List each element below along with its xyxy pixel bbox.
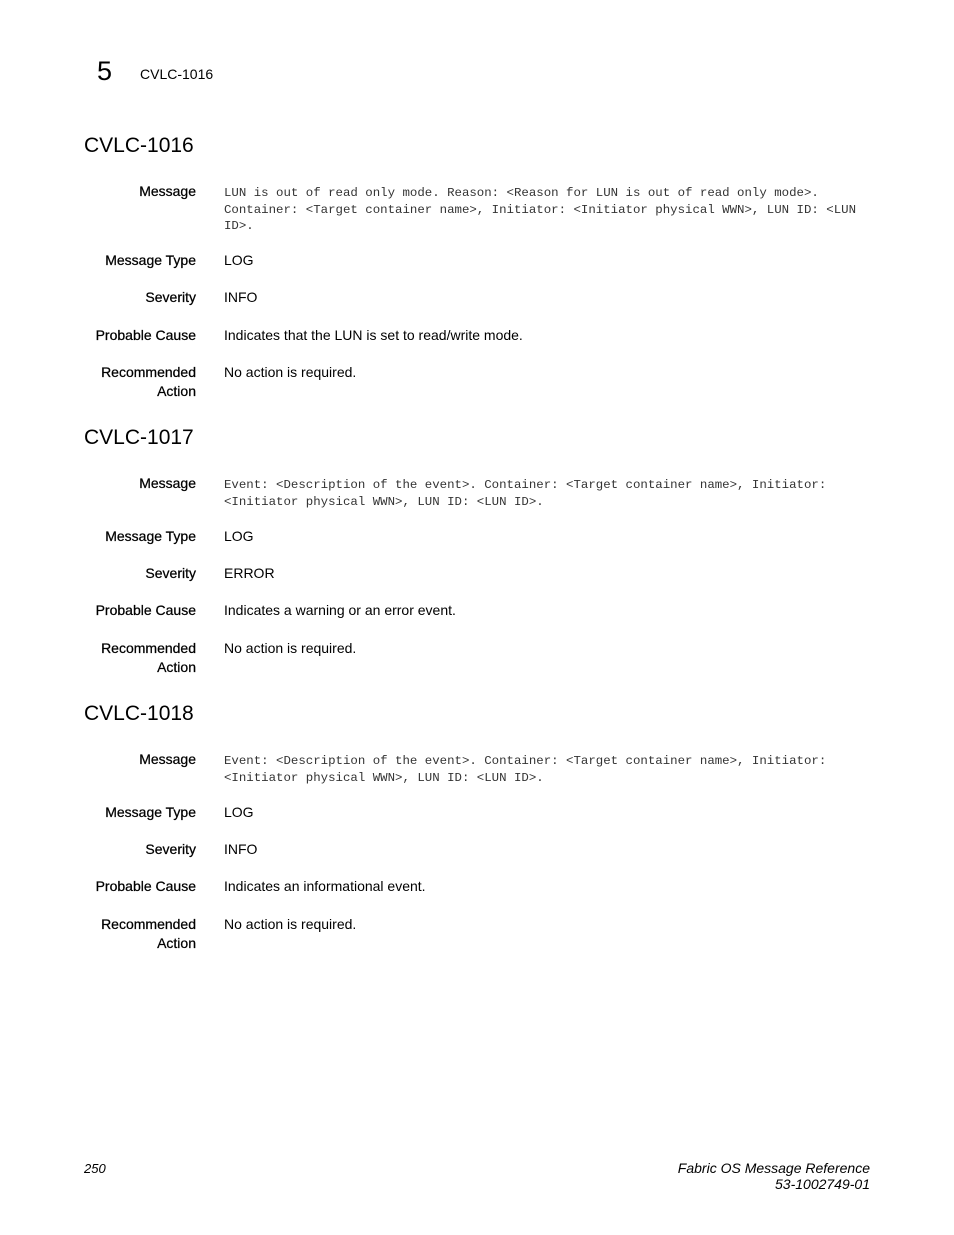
message-label: Message <box>139 475 196 491</box>
running-header-title: CVLC-1016 <box>140 66 214 82</box>
message-text: Event: <Description of the event>. Container: <Target container name>, Initiator: <Initiator physical WWN>, LUN ID: <LUN ID>. <box>224 478 834 509</box>
probable-cause-label: Probable Cause <box>95 878 196 894</box>
severity-label: Severity <box>145 565 196 581</box>
section-title: CVLC-1016 <box>84 134 194 157</box>
recommended-label-line1: Recommended <box>101 916 196 932</box>
message-label: Message <box>139 751 196 767</box>
recommended-action-label <box>84 639 196 677</box>
recommended-label-line2: Action <box>157 659 196 675</box>
message-text: Event: <Description of the event>. Container: <Target container name>, Initiator: <Initiator physical WWN>, LUN ID: <LUN ID>. <box>224 754 834 785</box>
message-type-label: Message Type <box>105 804 196 820</box>
message-section-cvlc-1018 <box>84 701 874 951</box>
message-type-label: Message Type <box>105 528 196 544</box>
probable-cause-label: Probable Cause <box>95 327 196 343</box>
footer-page-number: 250 <box>84 1161 106 1176</box>
section-title: CVLC-1018 <box>84 702 194 725</box>
probable-cause-value: Indicates that the LUN is set to read/write mode. <box>224 327 523 343</box>
message-type-label: Message Type <box>105 252 196 268</box>
message-label: Message <box>139 183 196 199</box>
severity-value: ERROR <box>224 565 275 581</box>
recommended-label-line1: Recommended <box>101 640 196 656</box>
probable-cause-label: Probable Cause <box>95 602 196 618</box>
recommended-action-value: No action is required. <box>224 916 357 932</box>
footer-doc-title: Fabric OS Message Reference <box>677 1160 870 1176</box>
probable-cause-value: Indicates an informational event. <box>224 878 426 894</box>
message-type-value: LOG <box>224 804 254 820</box>
severity-value: INFO <box>224 841 258 857</box>
recommended-action-label <box>84 363 196 401</box>
message-text: LUN is out of read only mode. Reason: <Reason for LUN is out of read only mode>. Container: <Target container name>, Initiator: <Initiator physical WWN>, LUN ID: <LUN ID>. <box>224 186 864 233</box>
message-section-cvlc-1017 <box>84 425 874 675</box>
recommended-label-line2: Action <box>157 383 196 399</box>
footer-doc-number: 53-1002749-01 <box>775 1176 870 1192</box>
recommended-action-value: No action is required. <box>224 640 357 656</box>
recommended-label-line1: Recommended <box>101 364 196 380</box>
severity-label: Severity <box>145 841 196 857</box>
footer-doc-info <box>678 1160 870 1192</box>
recommended-action-label <box>84 915 196 953</box>
chapter-number: 5 <box>97 56 113 86</box>
message-type-value: LOG <box>224 252 254 268</box>
message-section-cvlc-1016 <box>84 133 874 399</box>
severity-value: INFO <box>224 289 258 305</box>
probable-cause-value: Indicates a warning or an error event. <box>224 602 456 618</box>
message-type-value: LOG <box>224 528 254 544</box>
recommended-action-value: No action is required. <box>224 364 357 380</box>
section-title: CVLC-1017 <box>84 426 194 449</box>
recommended-label-line2: Action <box>157 935 196 951</box>
severity-label: Severity <box>145 289 196 305</box>
